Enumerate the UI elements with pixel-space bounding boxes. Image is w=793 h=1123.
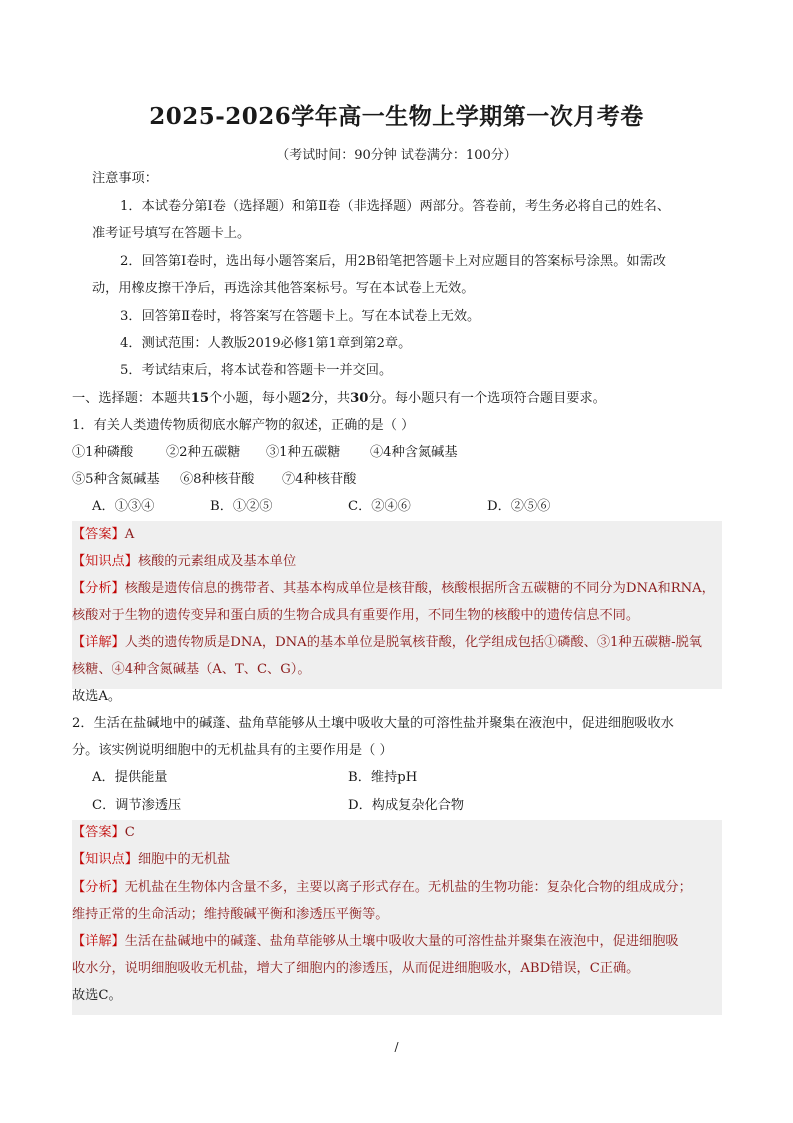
q1-analysis — [72, 580, 715, 598]
q1-detail-cont: 核糖、④4种含氮碱基（A、T、C、G）。 — [72, 662, 311, 677]
notice-heading: 注意事项： — [92, 171, 158, 186]
q1-detail — [72, 634, 702, 652]
knowledge-text: 细胞中的无机盐 — [137, 852, 231, 867]
notice-item: 2．回答第Ⅰ卷时，选出每小题答案后，用2B铅笔把答题卡上对应题目的答案标号涂黑。如需改 — [120, 254, 666, 269]
question-2-stem: 2．生活在盐碱地中的碱蓬、盐角草能够从土壤中吸收大量的可溶性盐并聚集在液泡中，促进细胞吸收水 — [72, 716, 674, 731]
notice-item: 1．本试卷分第Ⅰ卷（选择题）和第Ⅱ卷（非选择题）两部分。答卷前，考生务必将自己的姓名、 — [120, 199, 671, 214]
detail-text: 生活在盐碱地中的碱蓬、盐角草能够从土壤中吸收大量的可溶性盐并聚集在液泡中，促进细胞吸 — [124, 934, 679, 949]
section-text: 分。每小题只有一个选项符合题目要求。 — [368, 391, 606, 406]
notice-item: 动，用橡皮擦干净后，再选涂其他答案标号。写在本试卷上无效。 — [92, 281, 475, 296]
detail-text: 人类的遗传物质是DNA，DNA的基本单位是脱氧核苷酸，化学组成包括①磷酸、③1种五碳糖-脱氧 — [124, 635, 702, 650]
detail-tag: 【详解】 — [72, 934, 125, 949]
question-1-item: ⑦4种核苷酸 — [282, 472, 357, 487]
section-text: 分，共 — [310, 391, 351, 406]
question-1-item: ①1种磷酸 — [72, 445, 134, 460]
q2-detail-cont: 收水分，说明细胞吸收无机盐，增大了细胞内的渗透压，从而促进细胞吸水，ABD错误，C正确。 — [72, 961, 640, 976]
knowledge-tag: 【知识点】 — [72, 554, 138, 569]
question-2-option-a: A．提供能量 — [92, 770, 168, 785]
notice-item: 5．考试结束后，将本试卷和答题卡一并交回。 — [120, 363, 393, 378]
notice-item: 准考证号填写在答题卡上。 — [92, 226, 251, 241]
question-1-item: ⑤5种含氮碱基 — [72, 472, 160, 487]
q1-answer — [72, 526, 134, 544]
section-heading — [72, 390, 606, 408]
analysis-text: 无机盐在生物体内含量不多，主要以离子形式存在。无机盐的生物功能：复杂化合物的组成成分； — [124, 880, 692, 895]
points-total: 30 — [350, 391, 369, 406]
answer-value: C — [124, 825, 135, 840]
question-1-option-a: A．①③④ — [92, 499, 155, 514]
notice-item: 4．测试范围：人教版2019必修1第1章到第2章。 — [120, 336, 412, 351]
page-footer: / — [394, 1040, 399, 1054]
q2-detail — [72, 933, 679, 951]
question-2-option-c: C．调节渗透压 — [92, 798, 182, 813]
answer-value: A — [124, 527, 135, 542]
answer-tag: 【答案】 — [72, 825, 125, 840]
question-1-option-c: C．②④⑥ — [348, 499, 411, 514]
question-1-option-d: D．②⑤⑥ — [487, 499, 551, 514]
answer-tag: 【答案】 — [72, 527, 125, 542]
detail-tag: 【详解】 — [72, 635, 125, 650]
q1-analysis-cont: 核酸对于生物的遗传变异和蛋白质的生物合成具有重要作用，不同生物的核酸中的遗传信息不同。 — [72, 608, 640, 623]
knowledge-text: 核酸的元素组成及基本单位 — [137, 554, 297, 569]
points-each: 2 — [301, 391, 311, 406]
q2-analysis-cont: 维持正常的生命活动；维持酸碱平衡和渗透压平衡等。 — [72, 907, 389, 922]
q2-knowledge-point — [72, 851, 230, 869]
question-count: 15 — [190, 391, 210, 406]
q2-analysis — [72, 879, 692, 897]
section-text: 一、选择题：本题共 — [72, 391, 191, 406]
question-1-stem: 1．有关人类遗传物质彻底水解产物的叙述，正确的是（ ） — [72, 418, 415, 433]
analysis-tag: 【分析】 — [72, 880, 125, 895]
question-1-item: ④4种含氮碱基 — [370, 445, 458, 460]
page-title: 2025-2026学年高一生物上学期第一次月考卷 — [149, 103, 644, 130]
q2-answer — [72, 824, 135, 842]
question-2-option-d: D．构成复杂化合物 — [348, 798, 465, 813]
notice-item: 3．回答第Ⅱ卷时，将答案写在答题卡上。写在本试卷上无效。 — [120, 309, 481, 324]
knowledge-tag: 【知识点】 — [72, 852, 138, 867]
exam-info: （考试时间：90分钟 试卷满分：100分） — [276, 148, 517, 163]
question-2-option-b: B．维持pH — [348, 770, 418, 785]
q1-conclusion: 故选A。 — [72, 689, 122, 704]
analysis-text: 核酸是遗传信息的携带者、其基本构成单位是核苷酸，核酸根据所含五碳糖的不同分为DNA和RNA， — [124, 581, 715, 596]
question-1-option-b: B．①②⑤ — [210, 499, 273, 514]
question-1-item: ⑥8种核苷酸 — [180, 472, 255, 487]
question-1-item: ②2种五碳糖 — [166, 445, 241, 460]
section-text: 个小题，每小题 — [209, 391, 302, 406]
q1-knowledge-point — [72, 553, 296, 571]
question-1-item: ③1种五碳糖 — [266, 445, 341, 460]
question-2-stem-cont: 分。该实例说明细胞中的无机盐具有的主要作用是（ ） — [72, 743, 393, 758]
analysis-tag: 【分析】 — [72, 581, 125, 596]
q2-conclusion: 故选C。 — [72, 988, 122, 1003]
